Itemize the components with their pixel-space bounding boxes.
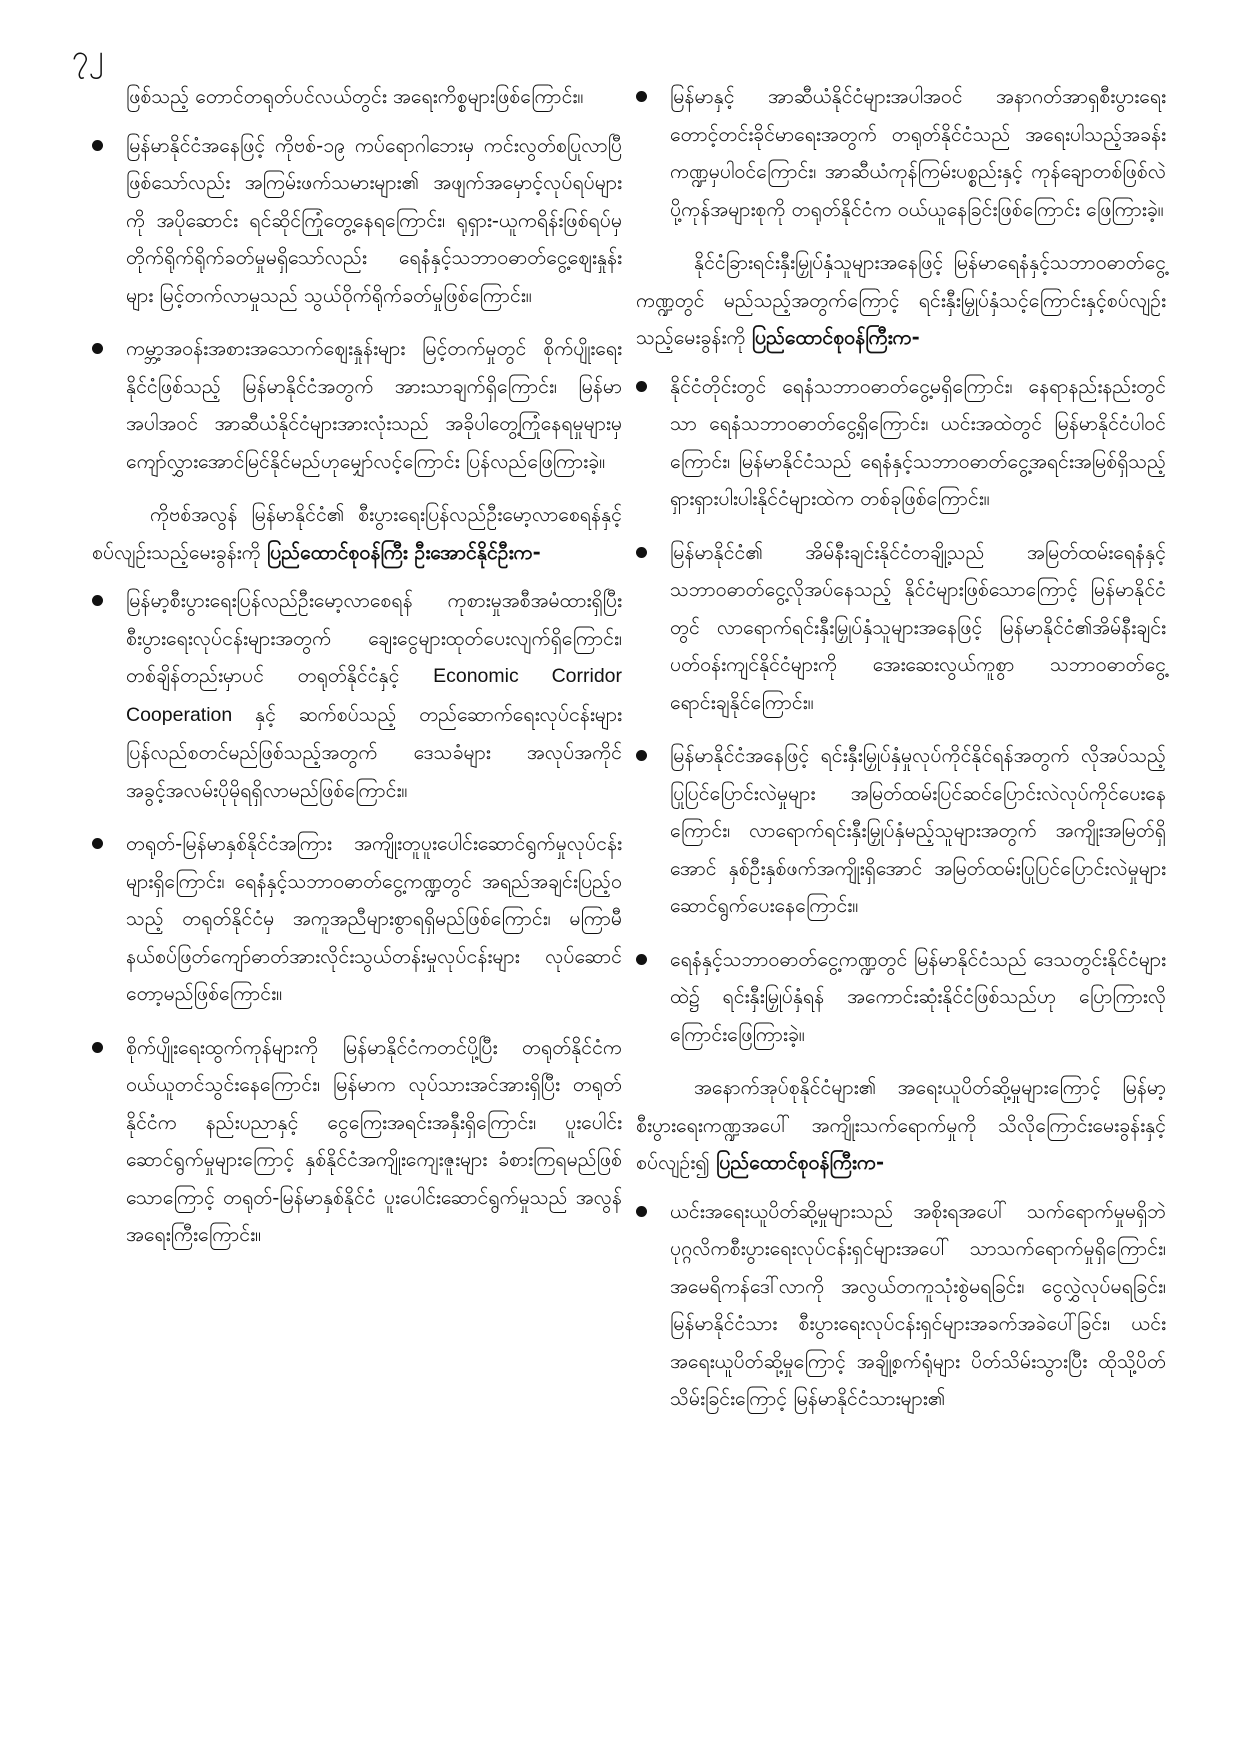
bullet-text: ယင်းအရေးယူပိတ်ဆို့မှုများသည် အစိုးရအပေါ် သက်ရောက်မှုမရှိဘဲ ပုဂ္ဂလိကစီးပွားရေးလုပ်ငန်းရှင်များအပေါ် သာသက်ရောက်မှုရှိကြောင်း၊ အမေရိကန်ဒေါ်လာကို အလွယ်တကူသုံးစွဲမရခြင်း၊ ငွေလွှဲလုပ်မရခြင်း၊ မြန်မာနိုင်ငံသား စီးပွားရေးလုပ်ငန်းရှင်များအခက်အခဲပေါ်ခြင်း၊ ယင်းအရေးယူပိတ်ဆို့မှုကြောင့် အချို့စက်ရုံများ ပိတ်သိမ်းသွားပြီး ထိုသို့ပိတ်သိမ်းခြင်းကြောင့် မြန်မာနိုင်ငံသားများ၏	[670, 1199, 1166, 1410]
bullet-icon	[92, 140, 103, 151]
right-column	[636, 78, 1166, 1434]
list-item	[92, 330, 622, 480]
bullet-icon	[92, 838, 103, 849]
list-item	[636, 534, 1166, 722]
bullet-icon	[636, 381, 647, 392]
bullet-icon	[92, 595, 103, 606]
continuation-paragraph: ဖြစ်သည့် တောင်တရုတ်ပင်လယ်တွင်း အရေးကိစ္စများဖြစ်ကြောင်း။	[126, 85, 584, 108]
list-item	[636, 78, 1166, 228]
bullet-text: မြန်မာနိုင်ငံအနေဖြင့် ကိုဗစ်-၁၉ ကပ်ရောဂါဘေးမှ ကင်းလွတ်စပြုလာပြီဖြစ်သော်လည်း အကြမ်းဖက်သမားများ၏ အဖျက်အမှောင့်လုပ်ရပ်များကို အပိုဆောင်း ရင်ဆိုင်ကြုံတွေ့နေရကြောင်း၊ ရုရှား-ယူကရိန်းဖြစ်ရပ်မှ တိုက်ရိုက်ရိုက်ခတ်မှုမရှိသော်လည်း ရေနံနှင့်သဘာဝဓာတ်ငွေ့ဈေးနှုန်းများ မြင့်တက်လာမှုသည် သွယ်ဝိုက်ရိုက်ခတ်မှုဖြစ်ကြောင်း။	[126, 133, 622, 307]
bullet-text: မြန်မာနှင့် အာဆီယံနိုင်ငံများအပါအဝင် အနာဂတ်အာရှစီးပွားရေးတောင့်တင်းခိုင်မာရေးအတွက် တရုတ်နိုင်ငံသည် အရေးပါသည့်အခန်းကဏ္ဍမှပါဝင်ကြောင်း၊ အာဆီယံကုန်ကြမ်းပစ္စည်းနှင့် ကုန်ချောတစ်ဖြစ်လဲ ပို့ကုန်အများစုကို တရုတ်နိုင်ငံက ဝယ်ယူနေခြင်းဖြစ်ကြောင်း ဖြေကြားခဲ့။	[670, 85, 1166, 221]
speaker-label: ပြည်ထောင်စုဝန်ကြီး ဦးအောင်နိုင်ဦးက-	[266, 540, 541, 564]
bullet-text: မြန်မာ့စီးပွားရေးပြန်လည်ဦးမော့လာစေရန် ကုစားမှုအစီအမံထားရှိပြီး စီးပွားရေးလုပ်ငန်းများအတွက် ချေးငွေများထုတ်ပေးလျက်ရှိကြောင်း၊ တစ်ချိန်တည်းမှာပင် တရုတ်နိုင်ငံနှင့်	[126, 589, 622, 687]
list-item	[636, 737, 1166, 925]
bullet-text-latin: Economic Corridor Cooperation	[126, 665, 623, 726]
left-column	[92, 78, 622, 1270]
bullet-icon	[636, 750, 647, 761]
question-text: အနောက်အုပ်စုနိုင်ငံများ၏ အရေးယူပိတ်ဆို့မှုများကြောင့် မြန်မာ့စီးပွားရေးကဏ္ဍအပေါ် အကျိုးသက်ရောက်မှုကို သိလိုကြောင်းမေးခွန်းနှင့်စပ်လျဉ်း၍	[636, 1076, 1166, 1174]
bullet-icon	[636, 547, 647, 558]
speaker-label: ပြည်ထောင်စုဝန်ကြီးက-	[751, 326, 920, 349]
list-item	[92, 582, 622, 809]
list-item	[92, 1029, 622, 1254]
list-item	[92, 127, 622, 315]
bullet-text: မြန်မာနိုင်ငံအနေဖြင့် ရင်းနှီးမြှုပ်နှံမှုလုပ်ကိုင်နိုင်ရန်အတွက် လိုအပ်သည့်ပြုပြင်ပြောင်းလဲမှုများ အမြတ်ထမ်းပြင်ဆင်ပြောင်းလဲလုပ်ကိုင်ပေးနေကြောင်း၊ လာရောက်ရင်းနှီးမြှုပ်နှံမည့်သူများအတွက် အကျိုးအမြတ်ရှိအောင် နှစ်ဦးနှစ်ဖက်အကျိုးရှိအောင် အမြတ်ထမ်းပြုပြင်ပြောင်းလဲမှုများဆောင်ရွက်ပေးနေကြောင်း။	[670, 744, 1166, 917]
question-paragraph	[92, 496, 622, 571]
bullet-icon	[636, 91, 647, 102]
speaker-label: ပြည်ထောင်စုဝန်ကြီးက-	[716, 1151, 885, 1174]
bullet-icon	[636, 954, 647, 965]
bullet-text: နိုင်ငံတိုင်းတွင် ရေနံသဘာဝဓာတ်ငွေ့မရှိကြောင်း၊ နေရာနည်းနည်းတွင်သာ ရေနံသဘာဝဓာတ်ငွေ့ရှိကြောင်း၊ ယင်းအထဲတွင် မြန်မာနိုင်ငံပါဝင်ကြောင်း၊ မြန်မာနိုင်ငံသည် ရေနံနှင့်သဘာဝဓာတ်ငွေ့အရင်းအမြစ်ရှိသည့် ရှားရှားပါးပါးနိုင်ငံများထဲက တစ်ခုဖြစ်ကြောင်း။	[670, 374, 1166, 510]
bullet-icon	[92, 1042, 103, 1053]
bullet-icon	[92, 343, 103, 354]
question-text: နိုင်ငံခြားရင်းနှီးမြှုပ်နှံသူများအနေဖြင့် မြန်မာရေနံနှင့်သဘာဝဓာတ်ငွေ့ကဏ္ဍတွင် မည်သည့်အတွက်ကြောင့် ရင်းနှီးမြှုပ်နှံသင့်ကြောင်းနှင့်စပ်လျဉ်းသည့်မေးခွန်းကို	[636, 251, 1166, 349]
bullet-text: နှင့် ဆက်စပ်သည့် တည်ဆောက်ရေးလုပ်ငန်းများ ပြန်လည်စတင်မည်ဖြစ်သည့်အတွက် ဒေသခံများ အလုပ်အကိုင်အခွင့်အလမ်းပိုမိုရရှိလာမည်ဖြစ်ကြောင်း။	[126, 702, 623, 802]
list-item	[636, 368, 1166, 518]
list-item	[636, 941, 1166, 1054]
list-item	[636, 1193, 1166, 1418]
question-paragraph	[636, 1069, 1166, 1182]
bullet-text: စိုက်ပျိုးရေးထွက်ကုန်များကို မြန်မာနိုင်ငံကတင်ပို့ပြီး တရုတ်နိုင်ငံက ဝယ်ယူတင်သွင်းနေကြောင်း၊ မြန်မာက လုပ်သားအင်အားရှိပြီး တရုတ်နိုင်ငံက နည်းပညာနှင့် ငွေကြေးအရင်းအနှီးရှိကြောင်း၊ ပူးပေါင်းဆောင်ရွက်မှုများကြောင့် နှစ်နိုင်ငံအကျိုးကျေးဇူးများ ခံစားကြရမည်ဖြစ်သောကြောင့် တရုတ်-မြန်မာနှစ်နိုင်ငံ ပူးပေါင်းဆောင်ရွက်မှုသည် အလွန်အရေးကြီးကြောင်း။	[126, 1035, 622, 1246]
page-number: ၇၂	[72, 39, 104, 74]
bullet-icon	[636, 1206, 647, 1217]
list-item	[92, 825, 622, 1013]
bullet-text: ရေနံနှင့်သဘာဝဓာတ်ငွေ့ကဏ္ဍတွင် မြန်မာနိုင်ငံသည် ဒေသတွင်းနိုင်ငံများထဲ၌ ရင်းနှီးမြှုပ်နှံရန် အကောင်းဆုံးနိုင်ငံဖြစ်သည်ဟု ပြောကြားလိုကြောင်းဖြေကြားခဲ့။	[670, 947, 1166, 1046]
bullet-text: တရုတ်-မြန်မာနှစ်နိုင်ငံအကြား အကျိုးတူပူးပေါင်းဆောင်ရွက်မှုလုပ်ငန်းများရှိကြောင်း၊ ရေနံနှင့်သဘာဝဓာတ်ငွေ့ကဏ္ဍတွင် အရည်အချင်းပြည့်ဝသည့် တရုတ်နိုင်ငံမှ အကူအညီများစွာရရှိမည်ဖြစ်ကြောင်း၊ မကြာမီ နယ်စပ်ဖြတ်ကျော်ဓာတ်အားလိုင်းသွယ်တန်းမှုလုပ်ငန်းများ လုပ်ဆောင်တော့မည်ဖြစ်ကြောင်း။	[126, 832, 622, 1005]
bullet-text: မြန်မာနိုင်ငံ၏ အိမ်နီးချင်းနိုင်ငံတချို့သည် အမြတ်ထမ်းရေနံနှင့်သဘာဝဓာတ်ငွေ့လိုအပ်နေသည့် နိုင်ငံများဖြစ်သောကြောင့် မြန်မာနိုင်ငံတွင် လာရောက်ရင်းနှီးမြှုပ်နှံသူများအနေဖြင့် မြန်မာနိုင်ငံ၏အိမ်နီးချင်း ပတ်ဝန်းကျင်နိုင်ငံများကို အေးဆေးလွယ်ကူစွာ သဘာဝဓာတ်ငွေ့ရောင်းချနိုင်ကြောင်း။	[670, 540, 1166, 714]
question-paragraph	[636, 244, 1166, 357]
bullet-text: ကမ္ဘာ့အဝန်းအစားအသောက်ဈေးနှုန်းများ မြင့်တက်မှုတွင် စိုက်ပျိုးရေးနိုင်ငံဖြစ်သည့် မြန်မာနိုင်ငံအတွက် အားသာချက်ရှိကြောင်း၊ မြန်မာအပါအဝင် အာဆီယံနိုင်ငံများအားလုံးသည် အခိုပါတွေ့ကြုံနေရမှုများမှ ကျော်လွှားအောင်မြင်နိုင်မည်ဟုမျှော်လင့်ကြောင်း ပြန်လည်ဖြေကြားခဲ့။	[126, 337, 622, 473]
question-text: ကိုဗစ်အလွန် မြန်မာနိုင်ငံ၏ စီးပွားရေးပြန်လည်ဦးမော့လာစေရန်နှင့်စပ်လျဉ်းသည့်မေးခွန်းကို	[92, 503, 622, 564]
